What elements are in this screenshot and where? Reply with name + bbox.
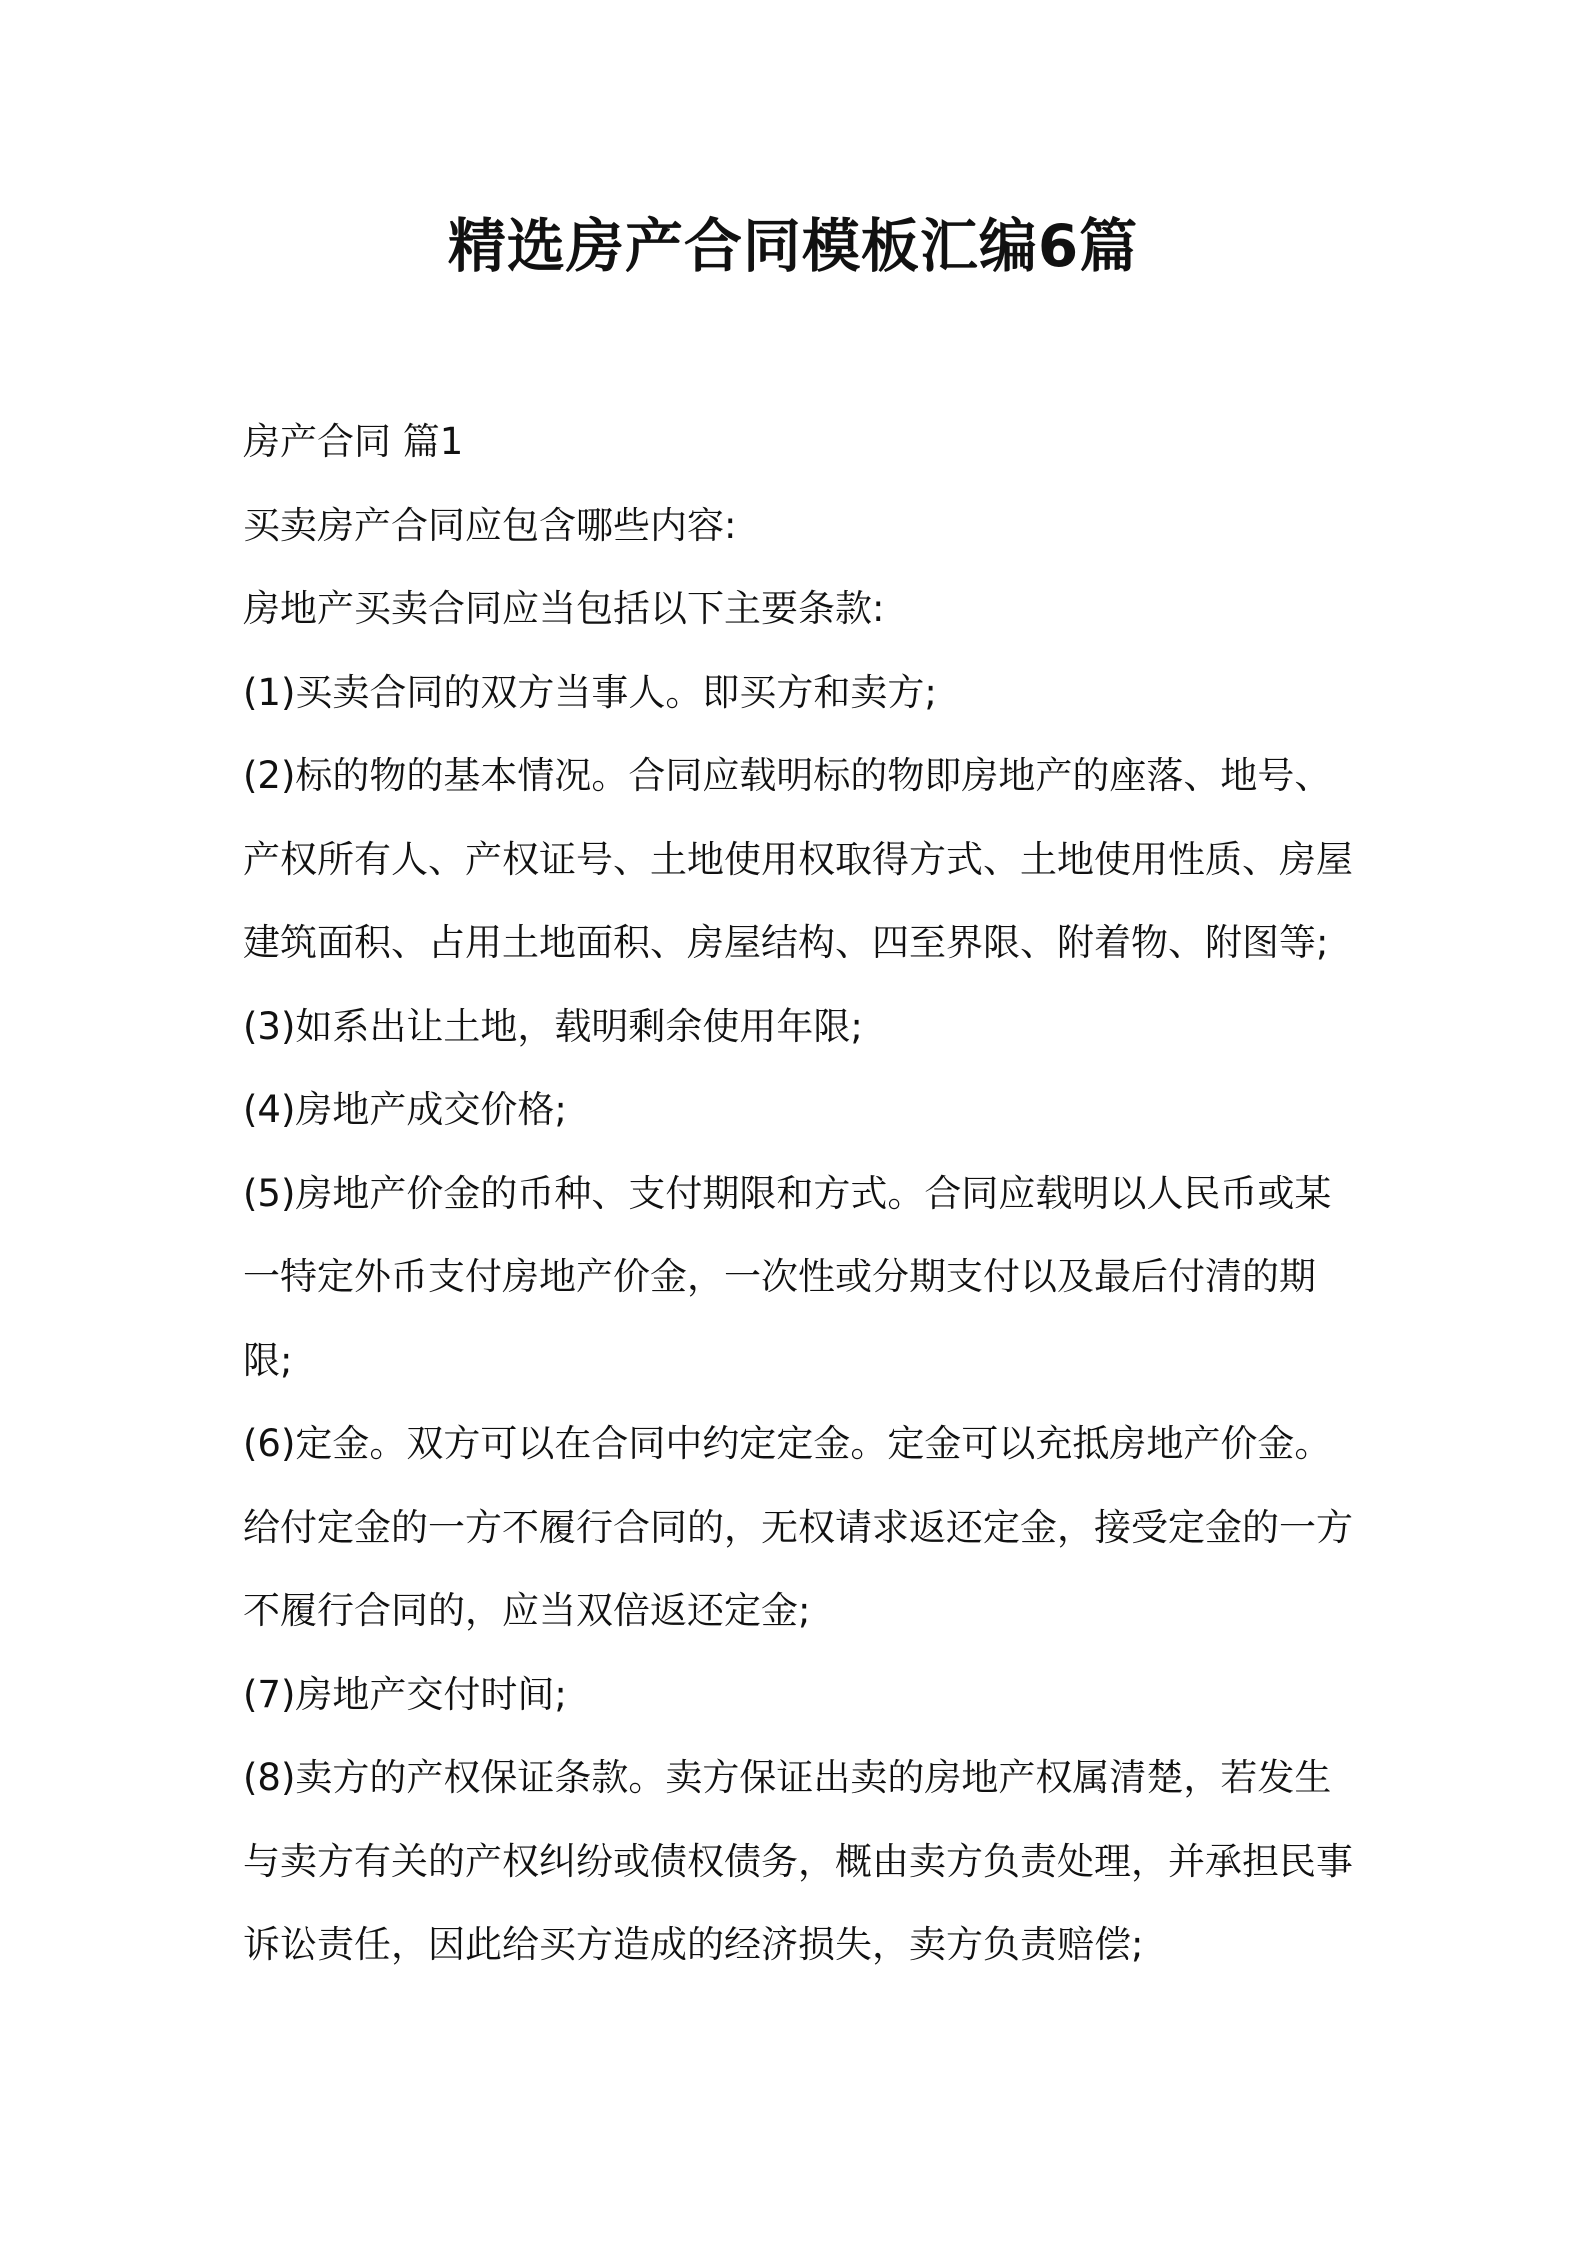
- body-line: 给付定金的一方不履行合同的，无权请求返还定金，接受定金的一方: [243, 1505, 1353, 1549]
- body-line: 一特定外币支付房地产价金，一次性或分期支付以及最后付清的期: [243, 1255, 1316, 1298]
- section-heading: 房产合同 篇1: [243, 420, 464, 463]
- body-line: 与卖方有关的产权纠纷或债权债务，概由卖方负责处理，并承担民事: [243, 1839, 1353, 1883]
- body-line: 买卖房产合同应包含哪些内容:: [243, 503, 737, 547]
- body-line: 房地产买卖合同应当包括以下主要条款:: [243, 587, 885, 630]
- body-line: (6)定金。双方可以在合同中约定定金。定金可以充抵房地产价金。: [243, 1422, 1332, 1465]
- body-line: 不履行合同的，应当双倍返还定金;: [243, 1589, 811, 1632]
- body-line: (8)卖方的产权保证条款。卖方保证出卖的房地产权属清楚，若发生: [243, 1756, 1332, 1799]
- body-line: (7)房地产交付时间;: [243, 1672, 567, 1716]
- document-body: [243, 400, 1363, 1987]
- body-line: (2)标的物的基本情况。合同应载明标的物即房地产的座落、地号、: [243, 754, 1332, 797]
- body-line: (1)买卖合同的双方当事人。即买方和卖方;: [243, 670, 937, 714]
- body-line: 建筑面积、占用土地面积、房屋结构、四至界限、附着物、附图等;: [243, 921, 1329, 964]
- document-title: 精选房产合同模板汇编6篇: [447, 212, 1139, 280]
- body-line: (5)房地产价金的币种、支付期限和方式。合同应载明以人民币或某: [243, 1171, 1332, 1215]
- body-line: (3)如系出让土地，载明剩余使用年限;: [243, 1004, 863, 1048]
- body-line: 限;: [243, 1338, 293, 1382]
- body-line: 产权所有人、产权证号、土地使用权取得方式、土地使用性质、房屋: [243, 837, 1353, 881]
- body-line: (4)房地产成交价格;: [243, 1088, 567, 1131]
- body-line: 诉讼责任，因此给买方造成的经济损失，卖方负责赔偿;: [243, 1923, 1144, 1966]
